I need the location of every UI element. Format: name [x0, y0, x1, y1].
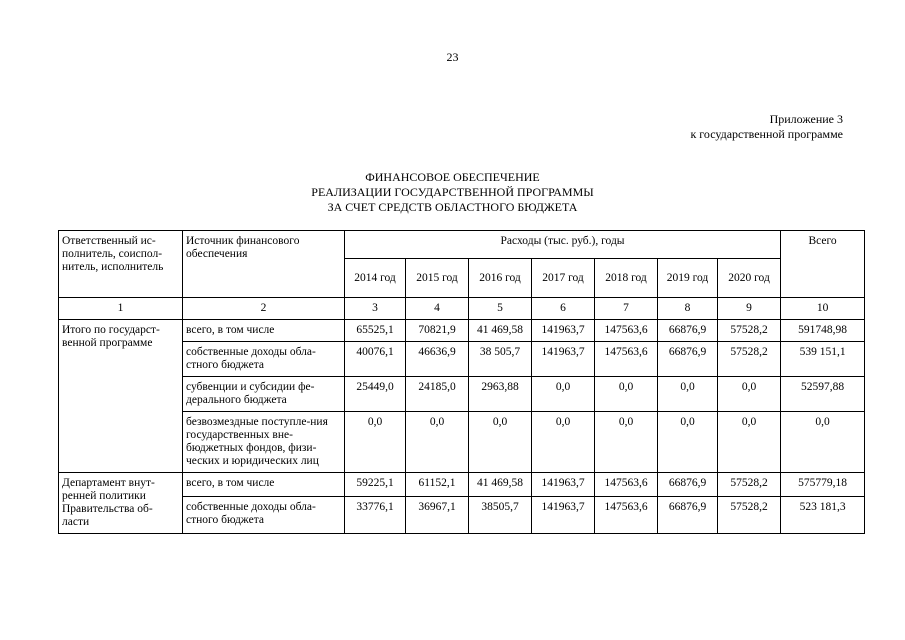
column-number: 1	[59, 298, 183, 320]
value-cell: 0,0	[406, 412, 469, 473]
value-cell: 0,0	[658, 412, 718, 473]
table-row	[59, 320, 865, 342]
header-year: 2015 год	[406, 259, 469, 298]
column-number: 6	[532, 298, 595, 320]
value-cell: 141963,7	[532, 496, 595, 533]
source-cell: всего, в том числе	[183, 320, 345, 342]
column-number-row	[59, 298, 865, 320]
value-cell: 0,0	[532, 377, 595, 412]
value-cell: 141963,7	[532, 342, 595, 377]
value-cell: 66876,9	[658, 342, 718, 377]
value-cell: 59225,1	[345, 473, 406, 497]
value-cell: 0,0	[345, 412, 406, 473]
value-cell: 41 469,58	[469, 320, 532, 342]
value-cell: 41 469,58	[469, 473, 532, 497]
column-number: 3	[345, 298, 406, 320]
value-cell: 591748,98	[781, 320, 865, 342]
value-cell: 57528,2	[718, 320, 781, 342]
header-year: 2018 год	[595, 259, 658, 298]
column-number: 8	[658, 298, 718, 320]
appendix-line-1: Приложение 3	[769, 112, 843, 126]
header-source: Источник финансового обеспечения	[183, 231, 345, 298]
value-cell: 66876,9	[658, 473, 718, 497]
page-number: 23	[446, 50, 459, 64]
appendix-line-2: к государственной программе	[690, 127, 843, 141]
source-cell: субвенции и субсидии фе-дерального бюджета	[183, 377, 345, 412]
header-expenses: Расходы (тыс. руб.), годы	[345, 231, 781, 259]
value-cell: 147563,6	[595, 496, 658, 533]
header-year: 2017 год	[532, 259, 595, 298]
value-cell: 0,0	[469, 412, 532, 473]
header-year: 2014 год	[345, 259, 406, 298]
title-line-1: ФИНАНСОВОЕ ОБЕСПЕЧЕНИЕ	[365, 170, 540, 184]
value-cell: 2963,88	[469, 377, 532, 412]
value-cell: 0,0	[595, 377, 658, 412]
value-cell: 57528,2	[718, 473, 781, 497]
value-cell: 66876,9	[658, 320, 718, 342]
header-executor: Ответственный ис-полнитель, соиспол-нитель, исполнитель	[59, 231, 183, 298]
value-cell: 0,0	[532, 412, 595, 473]
value-cell: 575779,18	[781, 473, 865, 497]
title-line-2: РЕАЛИЗАЦИИ ГОСУДАРСТВЕННОЙ ПРОГРАММЫ	[311, 185, 594, 199]
value-cell: 141963,7	[532, 473, 595, 497]
value-cell: 24185,0	[406, 377, 469, 412]
value-cell: 33776,1	[345, 496, 406, 533]
column-number: 2	[183, 298, 345, 320]
financing-table	[58, 230, 865, 534]
value-cell: 0,0	[781, 412, 865, 473]
value-cell: 61152,1	[406, 473, 469, 497]
value-cell: 52597,88	[781, 377, 865, 412]
value-cell: 147563,6	[595, 320, 658, 342]
executor-cell: Департамент внут-ренней политики Правительства об-ласти	[59, 473, 183, 534]
value-cell: 40076,1	[345, 342, 406, 377]
value-cell: 25449,0	[345, 377, 406, 412]
value-cell: 141963,7	[532, 320, 595, 342]
value-cell: 0,0	[658, 377, 718, 412]
header-year: 2020 год	[718, 259, 781, 298]
column-number: 9	[718, 298, 781, 320]
value-cell: 38 505,7	[469, 342, 532, 377]
column-number: 5	[469, 298, 532, 320]
value-cell: 147563,6	[595, 473, 658, 497]
value-cell: 65525,1	[345, 320, 406, 342]
value-cell: 0,0	[595, 412, 658, 473]
value-cell: 36967,1	[406, 496, 469, 533]
value-cell: 0,0	[718, 412, 781, 473]
source-cell: всего, в том числе	[183, 473, 345, 497]
source-cell: собственные доходы обла-стного бюджета	[183, 342, 345, 377]
title-line-3: ЗА СЧЕТ СРЕДСТВ ОБЛАСТНОГО БЮДЖЕТА	[327, 200, 578, 214]
column-number: 7	[595, 298, 658, 320]
executor-cell: Итого по государст-венной программе	[59, 320, 183, 473]
column-number: 10	[781, 298, 865, 320]
table-row	[59, 473, 865, 497]
value-cell: 539 151,1	[781, 342, 865, 377]
value-cell: 46636,9	[406, 342, 469, 377]
value-cell: 70821,9	[406, 320, 469, 342]
header-year: 2016 год	[469, 259, 532, 298]
source-cell: собственные доходы обла-стного бюджета	[183, 496, 345, 533]
value-cell: 66876,9	[658, 496, 718, 533]
header-row	[59, 231, 865, 259]
document-title	[0, 170, 905, 215]
header-total: Всего	[781, 231, 865, 298]
source-cell: безвозмездные поступле-ния государственных вне-бюджетных фондов, физи-ческих и юридических лиц	[183, 412, 345, 473]
value-cell: 57528,2	[718, 496, 781, 533]
value-cell: 147563,6	[595, 342, 658, 377]
value-cell: 57528,2	[718, 342, 781, 377]
value-cell: 523 181,3	[781, 496, 865, 533]
value-cell: 0,0	[718, 377, 781, 412]
column-number: 4	[406, 298, 469, 320]
appendix-note	[690, 112, 843, 142]
value-cell: 38505,7	[469, 496, 532, 533]
header-year: 2019 год	[658, 259, 718, 298]
